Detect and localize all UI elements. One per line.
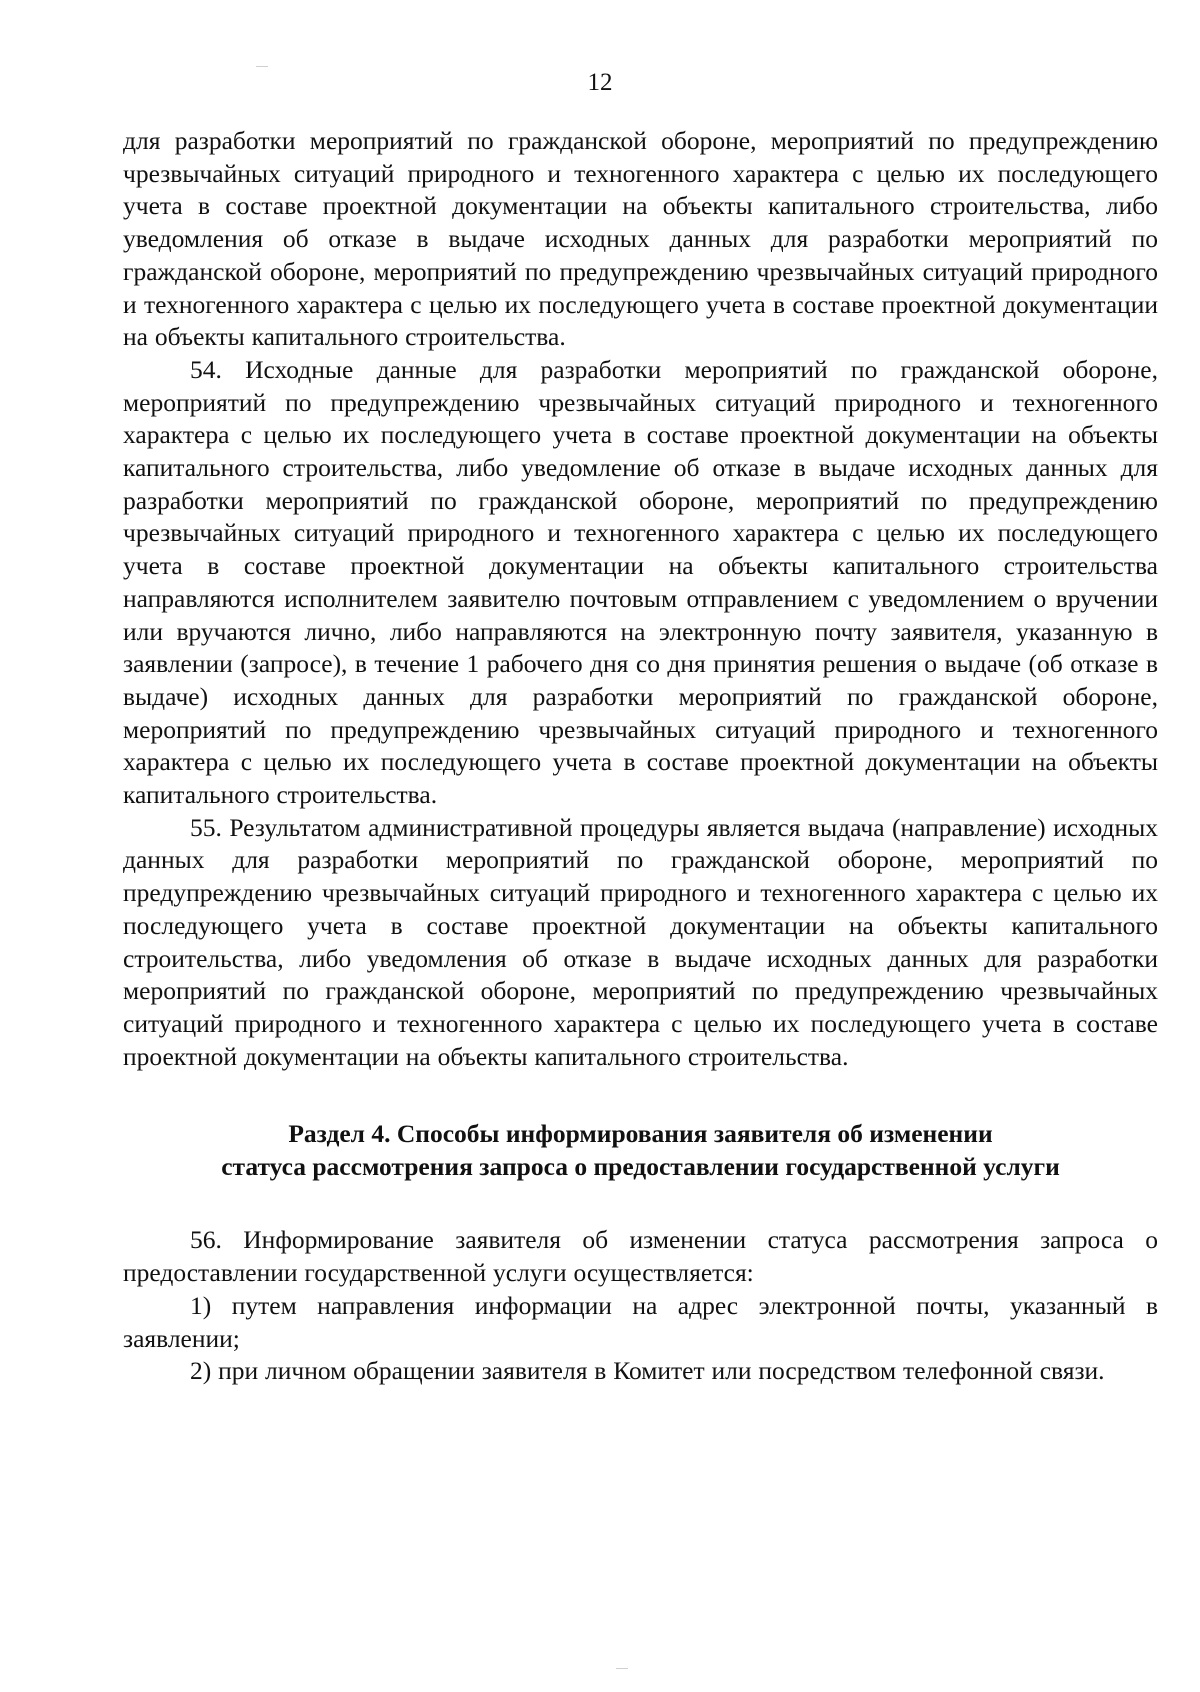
paragraph-56: 56. Информирование заявителя об изменении статуса рассмотрения запроса о предоставлении государственной услуги осуществляется: [123, 1225, 1158, 1288]
list-item-1: 1) путем направления информации на адрес электронной почты, указанный в заявлении; [123, 1290, 1158, 1353]
paragraph-54: 54. Исходные данные для разработки мероприятий по гражданской обороне, мероприятий по предупреждению чрезвычайных ситуаций природного и техногенного характера с целью их последующего учета в составе проектной документации на объекты капитального строительства, либо уведомление об отказе в выдаче исходных данных для разработки мероприятий по гражданской обороне, мероприятий по предупреждению чрезвычайных ситуаций природного и техногенного характера с целью их последующего учета в составе проектной документации на объекты капитального строительства направляются исполнителем заявителю почтовым отправлением с уведомлением о вручении или вручаются лично, либо направляются на электронную почту заявителя, указанную в заявлении (запросе), в течение 1 рабочего дня со дня принятия решения о выдаче (об отказе в выдаче) исходных данных для разработки мероприятий по гражданской обороне, мероприятий по предупреждению чрезвычайных ситуаций природного и техногенного характера с целью их последующего учета в составе проектной документации на объекты капитального строительства. [123, 354, 1158, 810]
document-body [123, 125, 1158, 1388]
paragraph-55: 55. Результатом административной процедуры является выдача (направление) исходных данных для разработки мероприятий по гражданской обороне, мероприятий по предупреждению чрезвычайных ситуаций природного и техногенного характера с целью их последующего учета в составе проектной документации на объекты капитального строительства, либо уведомления об отказе в выдаче исходных данных для разработки мероприятий по гражданской обороне, мероприятий по предупреждению чрезвычайных ситуаций природного и техногенного характера с целью их последующего учета в составе проектной документации на объекты капитального строительства. [123, 812, 1158, 1071]
section-heading-line-2: статуса рассмотрения запроса о предоставлении государственной услуги [221, 1152, 1060, 1182]
list-item-2: 2) при личном обращении заявителя в Комитет или посредством телефонной связи. [190, 1356, 1105, 1386]
section-heading [123, 1117, 1158, 1183]
paragraph-continuation: для разработки мероприятий по гражданской обороне, мероприятий по предупреждению чрезвычайных ситуаций природного и техногенного характера с целью их последующего учета в составе проектной документации на объекты капитального строительства, либо уведомления об отказе в выдаче исходных данных для разработки мероприятий по гражданской обороне, мероприятий по предупреждению чрезвычайных ситуаций природного и техногенного характера с целью их последующего учета в составе проектной документации на объекты капитального строительства. [123, 126, 1158, 352]
scan-artifact [256, 66, 268, 67]
scan-artifact [616, 1668, 628, 1669]
page-number: 12 [587, 69, 613, 96]
section-heading-line-1: Раздел 4. Способы информирования заявителя об изменении [288, 1119, 993, 1149]
